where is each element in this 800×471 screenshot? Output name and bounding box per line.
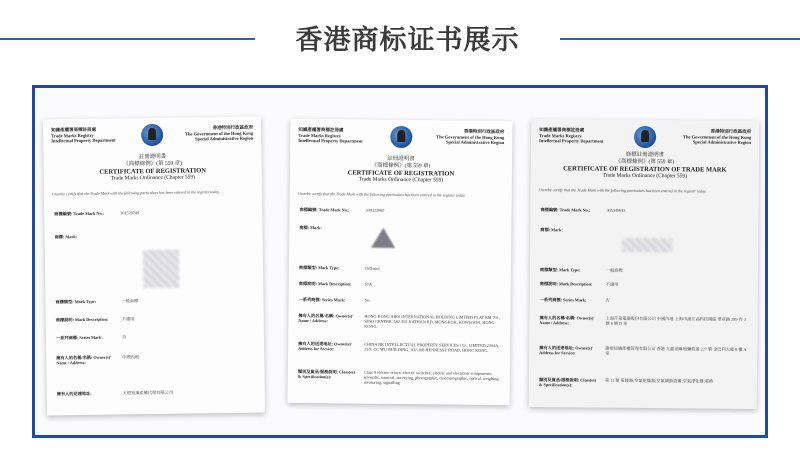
certify-statement: I hereby certify that the Trade Mark with the following particulars has been entered in the register today. <box>538 187 707 194</box>
field-value: 否 <box>605 297 610 303</box>
field-label: 擁有人的名稱/名稱: Owner(s)' Name / Address: <box>56 354 112 366</box>
section-header <box>0 0 800 80</box>
government-name-en-2: Special Administrative Region <box>692 139 752 145</box>
field-value: Class 9 electric relays; electric switches; electric and electronic components; scientific, nautical, surveying, photographic, cinematographic, optical, weighing, measuring, signalling <box>363 369 500 386</box>
field-row <box>298 312 502 330</box>
title-en: CERTIFICATE OF REGISTRATION <box>99 167 207 176</box>
blurred-mark <box>622 238 672 252</box>
header-rule-right <box>560 38 800 40</box>
ordinance-en: Trade Marks Ordinance (Chapter 559) <box>602 172 687 180</box>
title-en: CERTIFICATE OF REGISTRATION OF TRADE MARK <box>563 165 727 174</box>
field-row <box>540 227 750 233</box>
section-title: 香港商标证书展示 <box>295 25 520 56</box>
field-row <box>539 267 750 273</box>
registry-name-cn: 知識產權署商標註冊處 <box>51 126 97 133</box>
title-cn: 商標註冊證明書 <box>625 151 665 159</box>
field-row <box>55 315 256 323</box>
registry-name-en: Trade Marks Registry <box>298 132 342 138</box>
field-value: 天燈知識產權代理有限公司 <box>122 389 174 396</box>
certificate-card-1 <box>43 116 265 415</box>
field-value: HONG KONG AIKS INTERNATIONAL HOLDING LIMITED FLAT RM 701, SINO CENTRE, 582-592 NATHAN RD, MONGKOK, KOWLOON, HONG KONG. <box>364 313 500 330</box>
field-value: 否 <box>121 334 127 340</box>
field-value: 不適用 <box>121 316 135 322</box>
field-value: 中國內地 <box>122 354 140 360</box>
field-label: 商標類型: Mark Type: <box>539 267 581 273</box>
field-value: 300323060 <box>365 207 385 213</box>
field-label: 擁有人的送達地址: Owner(s)' Address for Service: <box>298 340 353 352</box>
field-label: 商標編號: Trade Mark No.: <box>54 210 104 217</box>
field-value: 305345653 <box>606 207 626 213</box>
field-value: 不適用 <box>605 281 619 287</box>
field-value: No <box>364 297 370 303</box>
field-label: 類別及貨品/服務說明: Class(es) & Specification(s): <box>538 377 597 388</box>
government-name-cn: 香港特別行政區政府 <box>463 128 505 135</box>
certificate-title <box>531 151 759 181</box>
field-row <box>54 232 255 240</box>
field-row <box>539 297 750 303</box>
field-label: 一系列商標: Series Mark: <box>298 296 346 303</box>
field-label: 商標編號: Trade Mark No.: <box>540 207 591 213</box>
registry-header <box>298 127 378 144</box>
field-value: CHINA IIK INTELLECTUAL PROPERTY SERVICES CO., LIMITED 2304A, 23/F, CC WU BUILDING, 302-308 HENNESSY ROAD, HONG KONG. <box>364 341 500 354</box>
field-value: 上海芹菜電器股份有限公司 中國內地 上海市浦江高科技園區 華帝路 289 弄 3 號 6 層 D 室 <box>605 315 746 327</box>
field-row <box>539 315 750 327</box>
field-row <box>54 209 254 217</box>
certificate-card-2 <box>288 119 513 405</box>
blurred-mark <box>371 228 395 250</box>
hksar-emblem-icon <box>390 126 412 148</box>
field-row <box>55 333 256 341</box>
field-row <box>297 368 502 386</box>
field-value: 謝群知識產權管理有限公司 香港 九龍油麻地彌敦道 227 號 金巴利大廈 8 樓 A 室 <box>605 345 747 356</box>
title-cn: 註冊證明書 <box>138 153 167 161</box>
ordinance-cn: 《商標條例》(第 559 章) <box>123 160 182 168</box>
certificate-title <box>43 152 261 183</box>
government-header <box>422 128 504 145</box>
field-label: 一系列商標: Series Mark: <box>539 297 587 303</box>
government-header <box>669 128 751 145</box>
field-label: 商標類型: Mark Type: <box>55 298 97 305</box>
certify-statement: I hereby certify that the Trade Mark with the following particulars has been entered in the register today. <box>297 190 466 198</box>
registry-name-cn: 知識產權署商標註冊處 <box>539 127 585 133</box>
field-label: 擁有人的名稱/名稱: Owner(s)' Name / Address: <box>539 315 595 326</box>
field-label: 一系列商標: Series Mark: <box>55 334 103 341</box>
ordinance-cn: 《商標條例》(第 559 章) <box>371 162 431 170</box>
department-name: Intellectual Property Department <box>51 137 116 144</box>
title-en: CERTIFICATE OF REGISTRATION <box>347 169 455 178</box>
field-value: N/A <box>364 281 373 287</box>
department-name: Intellectual Property Department <box>298 137 363 144</box>
field-label: 商標類型: Mark Type: <box>298 264 340 271</box>
field-value: 301579749 <box>120 210 140 216</box>
ordinance-cn: 《商標條例》(第 559 章) <box>615 158 675 166</box>
field-row <box>298 340 502 354</box>
field-label: 商標編號: Trade Mark No.: <box>299 206 350 213</box>
hksar-emblem-icon <box>634 126 656 148</box>
field-row <box>56 353 256 366</box>
field-label: 擁有人的送達地址: Owner(s)' Address for Service: <box>539 345 594 356</box>
field-label: 擁有人的送達地址: <box>56 390 92 397</box>
field-row <box>540 207 750 213</box>
field-row <box>299 224 503 231</box>
field-value: 一般商標 <box>605 267 623 273</box>
field-label: 擁有人的名稱/名稱: Owner(s)' Name / Address: <box>298 312 354 324</box>
certificate-title <box>290 155 512 185</box>
government-header <box>171 125 253 143</box>
field-label: 商標說明: Mark Description: <box>539 281 593 287</box>
field-label: 商標: Mark: <box>299 224 322 231</box>
field-value: 一般商標 <box>121 298 139 304</box>
government-name-en-2: Special Administrative Region <box>445 139 505 146</box>
field-value: 第 11 類 電暖器;空氣乾燥器;空氣調節設備;空氣淨化器;電熱 <box>604 377 714 384</box>
title-cn: 註冊證明書 <box>387 155 415 163</box>
field-row <box>298 280 503 287</box>
field-row <box>539 281 750 287</box>
registry-name-en: Trade Marks Registry <box>51 132 94 138</box>
hksar-emblem-icon <box>141 124 163 146</box>
government-name-en-1: The Government of the Hong Kong <box>184 130 254 137</box>
field-row <box>56 389 257 397</box>
header-rule-left <box>0 38 255 40</box>
field-row <box>55 297 255 305</box>
field-row <box>539 345 749 356</box>
field-value: Ordinary <box>364 265 381 271</box>
department-name: Intellectual Property Department <box>539 138 604 144</box>
registry-name-en: Trade Marks Registry <box>539 132 582 138</box>
field-row <box>298 264 503 271</box>
field-row <box>299 206 504 213</box>
field-label: 商標說明: Mark Description: <box>298 280 352 287</box>
government-name-en-1: The Government of the Hong Kong <box>436 133 505 140</box>
blurred-mark <box>143 250 180 288</box>
government-name-en-2: Special Administrative Region <box>194 135 254 142</box>
ordinance-en: Trade Marks Ordinance (Chapter 559) <box>358 176 444 184</box>
certificate-card-3 <box>529 119 760 409</box>
ordinance-en: Trade Marks Ordinance (Chapter 559) <box>110 174 196 182</box>
field-label: 商標說明: Mark Description: <box>55 316 109 323</box>
field-row <box>538 377 749 388</box>
field-row <box>298 296 503 303</box>
registry-header <box>539 127 619 144</box>
government-name-en-1: The Government of the Hong Kong <box>682 133 752 140</box>
government-name-cn: 香港特別行政區政府 <box>710 128 752 134</box>
government-name-cn: 香港特別行政區政府 <box>212 124 254 131</box>
certify-statement: I hereby certify that the Trade Mark with the following particulars has been entered in the register today. <box>51 189 220 197</box>
field-label: 商標: Mark: <box>540 227 563 233</box>
field-label: 類別及貨品/服務說明: Class(es) & Specification(s): <box>297 368 355 380</box>
registry-header <box>51 126 131 144</box>
registry-name-cn: 知識產權署商標註冊處 <box>298 126 344 133</box>
field-label: 商標: Mark: <box>54 234 78 240</box>
